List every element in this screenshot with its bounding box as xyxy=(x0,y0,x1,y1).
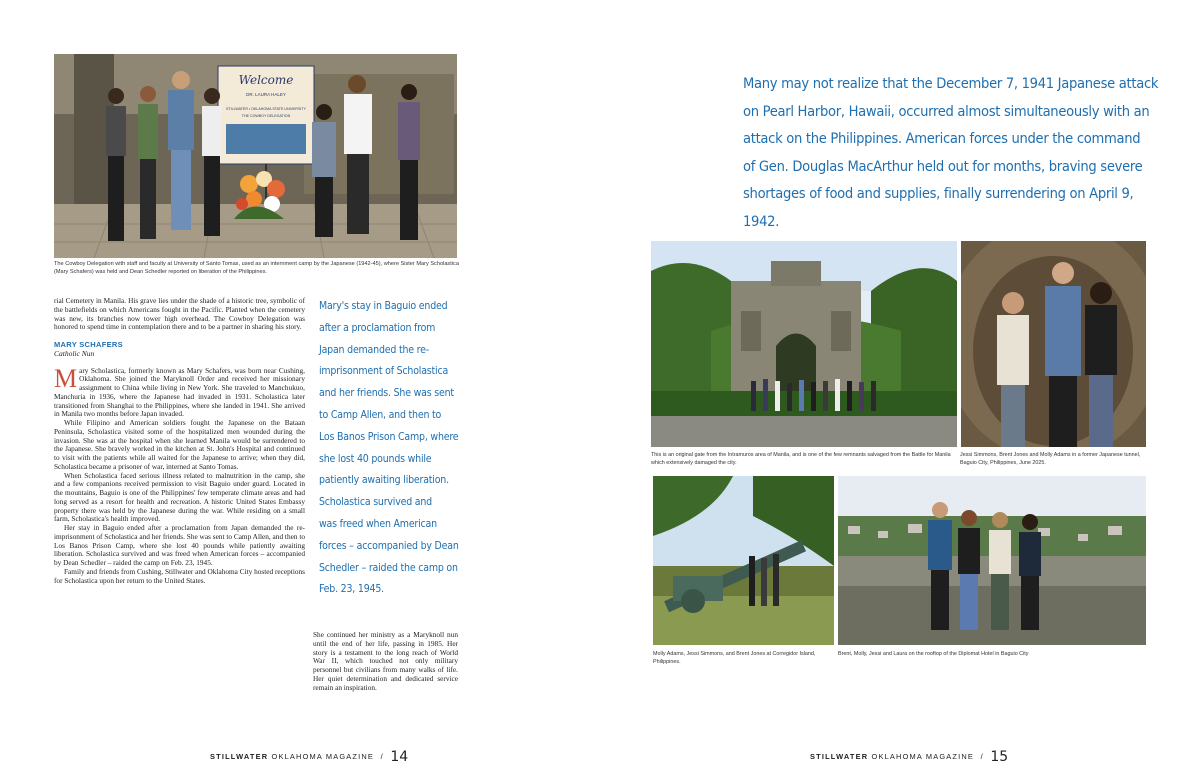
welcome-sign-title: Welcome xyxy=(238,73,294,87)
intramuros-gate-image xyxy=(651,241,957,447)
pull-quote-line: after a proclamation from xyxy=(319,321,436,334)
photo-japanese-tunnel xyxy=(961,241,1146,447)
footer-brand: STILLWATER xyxy=(810,751,869,761)
welcome-sign-line2: THE COWBOY DELEGATION xyxy=(241,114,291,118)
photo-diplomat-hotel-rooftop xyxy=(838,476,1146,645)
col2-paragraph: She continued her ministry as a Maryknoll nun until the end of her life, passing in 1985. Her story is a testament to the long reach of World War II, which touched not only military personnel but civilians from many walks of life. Her quiet determination and dedicated service remain an inspiration. xyxy=(313,630,458,692)
ust-group-image xyxy=(54,54,457,258)
article-column-2 xyxy=(313,631,458,692)
welcome-sign-name: DR. LAURA HALEY xyxy=(246,92,286,97)
big-quote-line: of Gen. Douglas MacArthur held out for months, braving severe xyxy=(743,157,1143,175)
page-number-right: 15 xyxy=(990,749,1009,765)
footer-magazine: OKLAHOMA MAGAZINE xyxy=(871,751,975,761)
pull-quote-line: forces – accompanied by Dean xyxy=(319,539,459,552)
caption-diplomat-hotel: Brent, Molly, Jessi and Laura on the rooftop of the Diplomat Hotel in Baguio City xyxy=(838,651,1029,657)
col1-paragraph-2: While Filipino and American soldiers fought the Japanese on the Bataan Peninsula, Scholastica visited some of the hospitalized men wounded during the invasion. She was at the hospital when she learned Manila would be surrendered to the Japanese. She bravely worked in the kitchen at St. John's Hospital and continued to visit with the patients while all waited for the Japanese to arrive; when they did, Scholastica became a prisoner of war, interned at Santo Tomas. xyxy=(54,418,305,471)
col1-paragraph-4: Her stay in Baguio ended after a proclamation from Japan demanded the re-imprisonment of Scholastica and her friends. She was sent to Camp Allen, and then to Los Banos Prison Camp, where she lost 40 pounds while patiently awaiting liberation. Scholastica survived and was freed when American forces – accompanied by Dean Schedler – raided the camp on Feb. 23, 1945. xyxy=(54,523,305,567)
pull-quote-line: Japan demanded the re- xyxy=(319,343,429,356)
pull-quote-line: Los Banos Prison Camp, where xyxy=(319,430,459,443)
big-quote-line: attack on the Philippines. American forces under the command xyxy=(743,130,1141,147)
pull-quote-line: Schedler – raided the camp on xyxy=(319,561,458,574)
pull-quote-line: Mary's stay in Baguio ended xyxy=(319,300,448,312)
caption-japanese-tunnel: Jessi Simmons, Brent Jones and Molly Adams in a former Japanese tunnel, Baguio City, Philippines, June 2025. xyxy=(960,452,1141,466)
footer-separator: / xyxy=(980,751,984,761)
footer-separator: / xyxy=(380,751,384,761)
tunnel-image xyxy=(961,241,1146,447)
section-heading: MARY SCHAFERS xyxy=(54,340,123,349)
pull-quote-line: patiently awaiting liberation. xyxy=(319,474,449,487)
pull-quote-line: Feb. 23, 1945. xyxy=(319,583,384,596)
footer-magazine: OKLAHOMA MAGAZINE xyxy=(271,751,375,761)
rooftop-image xyxy=(838,476,1146,645)
drop-cap: M xyxy=(54,363,78,393)
big-quote-line: on Pearl Harbor, Hawaii, occurred almost simultaneously with an xyxy=(743,102,1150,120)
article-column-1 xyxy=(54,297,305,585)
caption-intramuros-gate: This is an original gate from the Intramuros area of Manila, and is one of the few remnants salvaged from the Battle for Manila which extensively damaged the city. xyxy=(651,452,951,466)
col1-continuation: rial Cemetery in Manila. His grave lies under the shade of a historic tree, symbolic of the battlefields on which Americans fought in the Pacific. Planted when the cemetery was new, its branches now tower high overhead. The Cowboy Delegation was honored to spend time in contemplation there and to be a partner in sharing his story. xyxy=(54,296,305,332)
section-subheading: Catholic Nun xyxy=(54,348,95,358)
welcome-sign-line1: STILLWATER • OKLAHOMA STATE UNIVERSITY xyxy=(226,107,306,111)
photo-corregidor-cannon xyxy=(653,476,834,645)
pull-quote-line: was freed when American xyxy=(319,517,437,530)
photo-ust-group xyxy=(54,54,457,258)
pull-quote-line: and her friends. She was sent xyxy=(319,387,454,400)
pull-quote-line: Scholastica survived and xyxy=(319,496,432,509)
big-quote-line: shortages of food and supplies, finally surrendering on April 9, 1942. xyxy=(743,185,1134,230)
pull-quote-line: to Camp Allen, and then to xyxy=(319,408,442,421)
col1-paragraph-1: ary Scholastica, formerly known as Mary Schafers, was born near Cushing, Oklahoma. She joined the Maryknoll Order and received her missionary assignment to China while living in New York. She traveled to Manchukuo, Manchuria in 1936, where the Japanese had invaded in 1931. Scholastica later transitioned from Shanghai to the Philippines, where she landed in 1941. She arrived in Manila two months before Japan invaded. xyxy=(54,365,305,419)
big-pull-quote xyxy=(743,70,1163,235)
footer-left xyxy=(210,749,430,765)
page-number-left: 14 xyxy=(390,749,409,765)
corregidor-cannon-image xyxy=(653,476,834,645)
col1-paragraph-5: Family and friends from Cushing, Stillwater and Oklahoma City hosted receptions for Scholastica upon her return to the United States. xyxy=(54,566,305,585)
col1-paragraph-3: When Scholastica faced serious illness related to malnutrition in the camp, she and a few companions received permission to visit Baguio under guard. Located in the mountains, Baguio is one of the Philippines' few temperate climate areas and had long served as a resort for health and recreation. A historic United States Embassy property there was held by the Japanese during the war. While residing on a small farm, Scholastica's health improved. xyxy=(54,470,305,524)
pull-quote-line: imprisonment of Scholastica xyxy=(319,365,449,378)
photo-intramuros-gate xyxy=(651,241,957,447)
big-quote-line: Many may not realize that the December 7, 1941 Japanese attack xyxy=(743,75,1159,92)
footer-brand: STILLWATER xyxy=(210,751,269,761)
photo-ust-caption: The Cowboy Delegation with staff and faculty at University of Santo Tomas, used as an internment camp by the Japanese (1942-45), where Sister Mary Scholastica (Mary Schafers) was held and Dean Schedler reported on liberation of the Philippines. xyxy=(54,261,459,275)
footer-right xyxy=(810,749,1030,765)
pull-quote-line: she lost 40 pounds while xyxy=(319,452,432,465)
caption-corregidor-cannon: Molly Adams, Jessi Simmons, and Brent Jones at Corregidor Island, Philippines. xyxy=(653,651,816,665)
pull-quote xyxy=(319,296,459,601)
